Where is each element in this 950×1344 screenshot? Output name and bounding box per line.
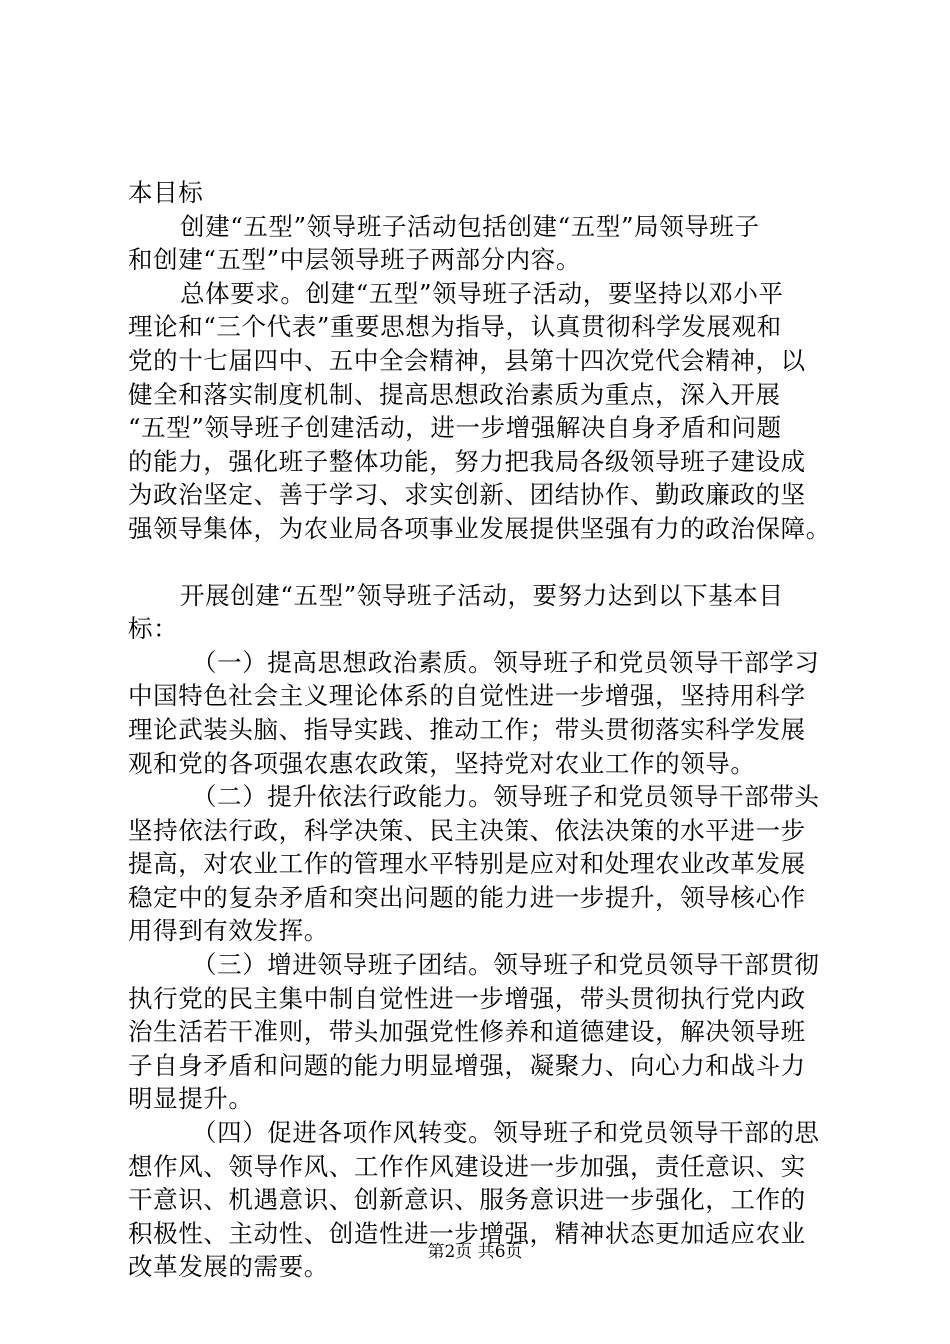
paragraph: [128, 579, 842, 646]
text-line: 理论和“三个代表”重要思想为指导，认真贯彻科学发展观和: [128, 312, 782, 342]
document-body: [128, 176, 842, 1284]
paragraph: [128, 176, 842, 210]
text-line: 想作风、领导作风、工作作风建设进一步加强，责任意识、实: [128, 1151, 806, 1181]
text-line: 提高，对农业工作的管理水平特别是应对和处理农业改革发展: [128, 849, 806, 879]
text-line: 用得到有效发挥。: [128, 916, 329, 946]
text-line: （二）提升依法行政能力。领导班子和党员领导干部带头: [192, 782, 820, 812]
text-line: 强领导集体，为农业局各项事业发展提供坚强有力的政治保障。: [128, 513, 831, 543]
text-line: 干意识、机遇意识、创新意识、服务意识进一步强化，工作的: [128, 1185, 806, 1215]
paragraph: [128, 277, 842, 546]
page-footer: 第2页 共6页: [427, 1242, 523, 1262]
text-line: 理论武装头脑、指导实践、推动工作；带头贯彻落实科学发展: [128, 714, 806, 744]
text-line: （四）促进各项作风转变。领导班子和党员领导干部的思: [192, 1118, 820, 1148]
text-line: 健全和落实制度机制、提高思想政治素质为重点，深入开展: [128, 379, 781, 409]
text-line: 标：: [128, 614, 179, 644]
text-line: 子自身矛盾和问题的能力明显增强，凝聚力、向心力和战斗力: [128, 1050, 806, 1080]
paragraph-gap: [128, 546, 842, 579]
text-line: 改革发展的需要。: [128, 1252, 329, 1282]
paragraph: [128, 646, 842, 780]
text-line: 为政治坚定、善于学习、求实创新、团结协作、勤政廉政的坚: [128, 480, 806, 510]
text-line: 治生活若干准则，带头加强党性修养和道德建设，解决领导班: [128, 1017, 806, 1047]
text-line: 稳定中的复杂矛盾和突出问题的能力进一步提升，领导核心作: [128, 882, 806, 912]
text-line: 坚持依法行政，科学决策、民主决策、依法决策的水平进一步: [128, 815, 806, 845]
text-line: 本目标: [128, 178, 204, 207]
text-line: 的能力，强化班子整体功能，努力把我局各级领导班子建设成: [128, 446, 806, 476]
text-line: 观和党的各项强农惠农政策，坚持党对农业工作的领导。: [128, 748, 756, 778]
text-line: 开展创建“五型”领导班子活动，要努力达到以下基本目: [180, 580, 784, 610]
text-line: 明显提升。: [128, 1084, 254, 1114]
text-line: 积极性、主动性、创造性进一步增强，精神状态更加适应农业: [128, 1218, 806, 1248]
text-line: （一）提高思想政治素质。领导班子和党员领导干部学习: [192, 647, 820, 677]
paragraph: [128, 780, 842, 948]
text-line: 总体要求。创建“五型”领导班子活动，要坚持以邓小平: [180, 278, 784, 308]
text-line: 创建“五型”领导班子活动包括创建“五型”局领导班子: [180, 211, 760, 241]
text-line: （三）增进领导班子团结。领导班子和党员领导干部贯彻: [192, 950, 820, 980]
text-line: “五型”领导班子创建活动，进一步增强解决自身矛盾和问题: [128, 413, 782, 443]
text-line: 和创建“五型”中层领导班子两部分内容。: [128, 245, 581, 275]
text-line: 党的十七届四中、五中全会精神，县第十四次党代会精神，以: [128, 345, 806, 375]
text-line: 中国特色社会主义理论体系的自觉性进一步增强，坚持用科学: [128, 681, 806, 711]
paragraph: [128, 948, 842, 1116]
text-line: 执行党的民主集中制自觉性进一步增强，带头贯彻执行党内政: [128, 983, 806, 1013]
paragraph: [128, 210, 842, 277]
